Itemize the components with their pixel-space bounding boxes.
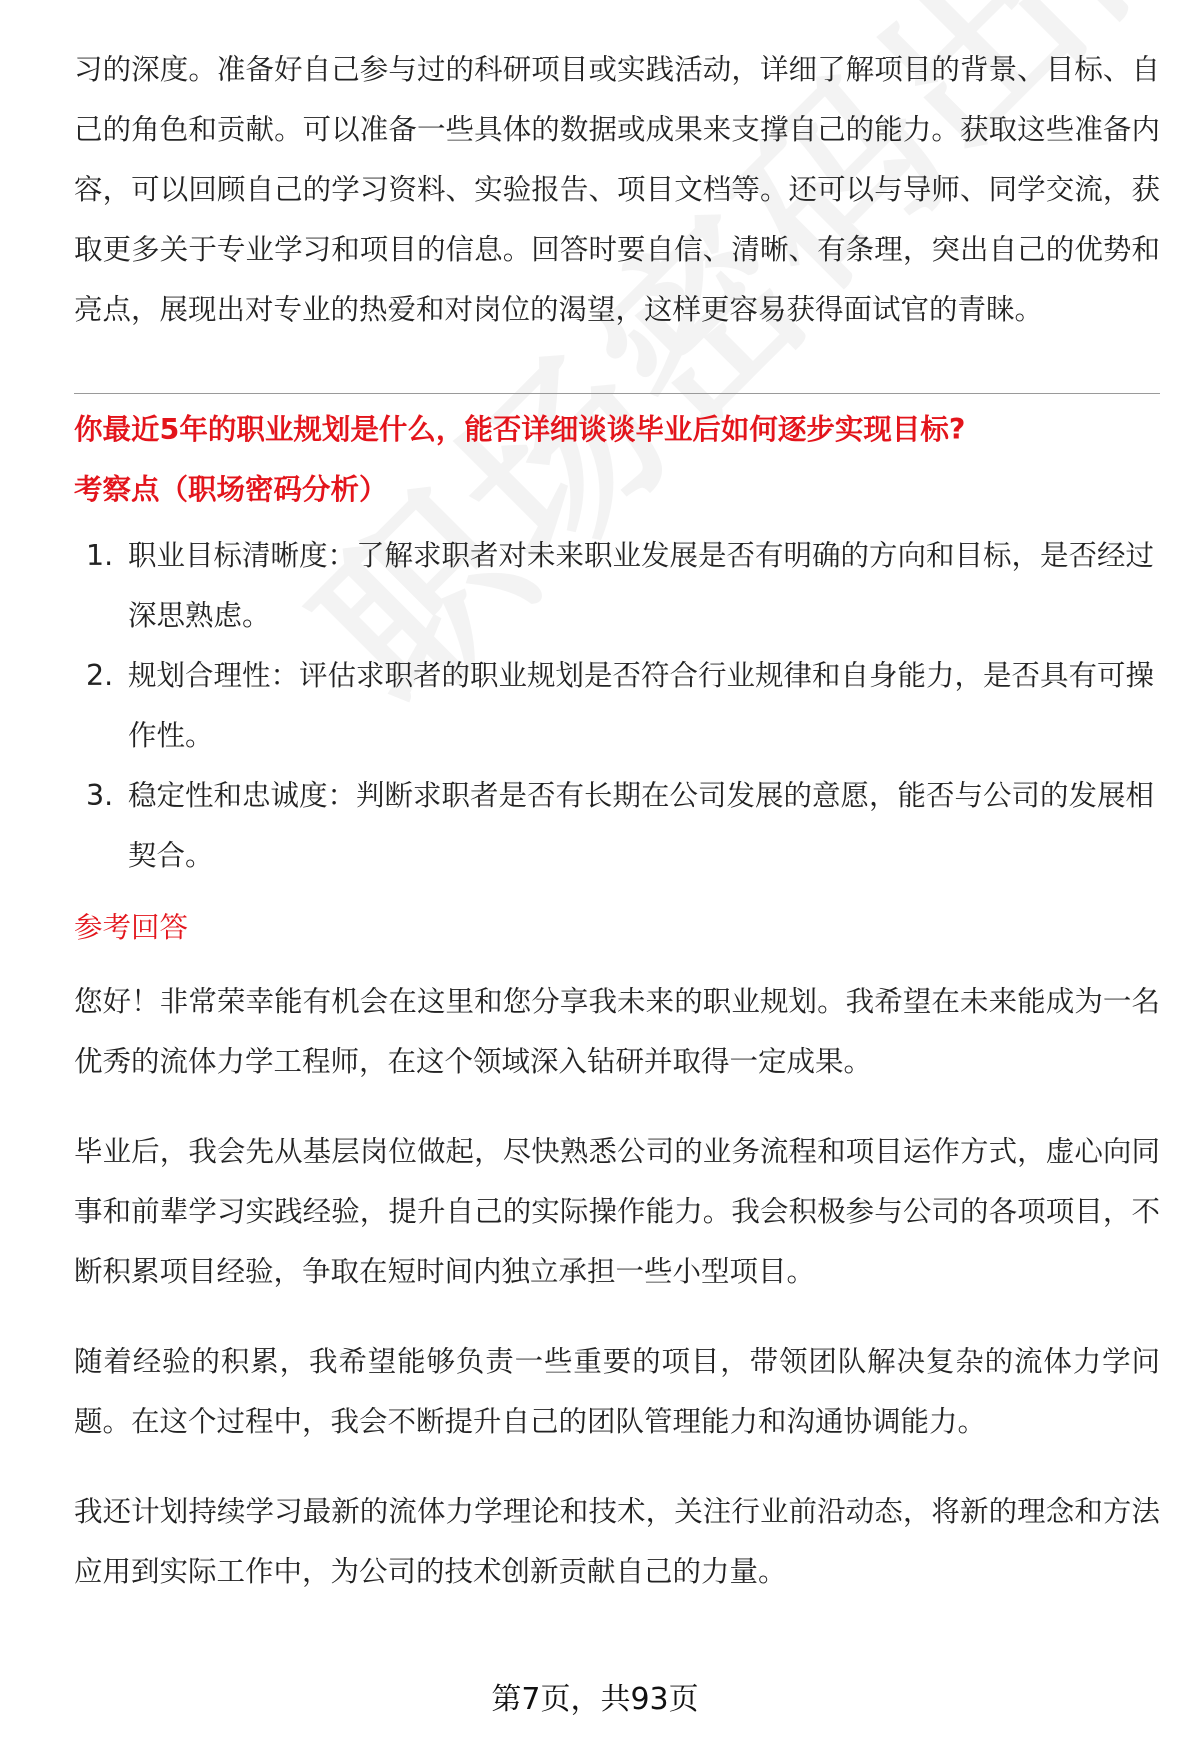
- list-item-text: 稳定性和忠诚度：判断求职者是否有长期在公司发展的意愿，能否与公司的发展相契合。: [128, 779, 1155, 872]
- points-title: 考察点（职场密码分析）: [74, 473, 388, 506]
- list-item-text: 职业目标清晰度：了解求职者对未来职业发展是否有明确的方向和目标，是否经过深思熟虑。: [128, 539, 1155, 632]
- section-divider: [74, 393, 1160, 394]
- list-item: [74, 766, 1160, 886]
- intro-paragraph: 习的深度。准备好自己参与过的科研项目或实践活动，详细了解项目的背景、目标、自己的角色和贡献。可以准备一些具体的数据或成果来支撑自己的能力。获取这些准备内容，可以回顾自己的学习资料、实验报告、项目文档等。还可以与导师、同学交流，获取更多关于专业学习和项目的信息。回答时要自信、清晰、有条理，突出自己的优势和亮点，展现出对专业的热爱和对岗位的渴望，这样更容易获得面试官的青睐。: [74, 53, 1160, 326]
- assessment-points-list: [74, 526, 1160, 886]
- answer-paragraph: 毕业后，我会先从基层岗位做起，尽快熟悉公司的业务流程和项目运作方式，虚心向同事和前辈学习实践经验，提升自己的实际操作能力。我会积极参与公司的各项项目，不断积累项目经验，争取在短时间内独立承担一些小型项目。: [74, 1135, 1160, 1288]
- answer-paragraph: 我还计划持续学习最新的流体力学理论和技术，关注行业前沿动态，将新的理念和方法应用到实际工作中，为公司的技术创新贡献自己的力量。: [74, 1495, 1160, 1588]
- question-heading: 你最近5年的职业规划是什么，能否详细谈谈毕业后如何逐步实现目标?: [74, 413, 966, 446]
- page-number-footer: 第7页，共93页: [491, 1682, 699, 1717]
- answer-title: 参考回答: [74, 911, 189, 944]
- document-page: [74, 40, 1160, 1602]
- list-item-text: 规划合理性：评估求职者的职业规划是否符合行业规律和自身能力，是否具有可操作性。: [128, 659, 1155, 752]
- list-item: [74, 526, 1160, 646]
- list-item-number: 1.: [86, 539, 114, 572]
- list-item-number: 3.: [86, 779, 114, 812]
- list-item: [74, 646, 1160, 766]
- answer-paragraph: 随着经验的积累，我希望能够负责一些重要的项目，带领团队解决复杂的流体力学问题。在这个过程中，我会不断提升自己的团队管理能力和沟通协调能力。: [74, 1345, 1160, 1438]
- answer-section: [74, 972, 1160, 1602]
- answer-paragraph: 您好！非常荣幸能有机会在这里和您分享我未来的职业规划。我希望在未来能成为一名优秀的流体力学工程师，在这个领域深入钻研并取得一定成果。: [74, 985, 1160, 1078]
- list-item-number: 2.: [86, 659, 114, 692]
